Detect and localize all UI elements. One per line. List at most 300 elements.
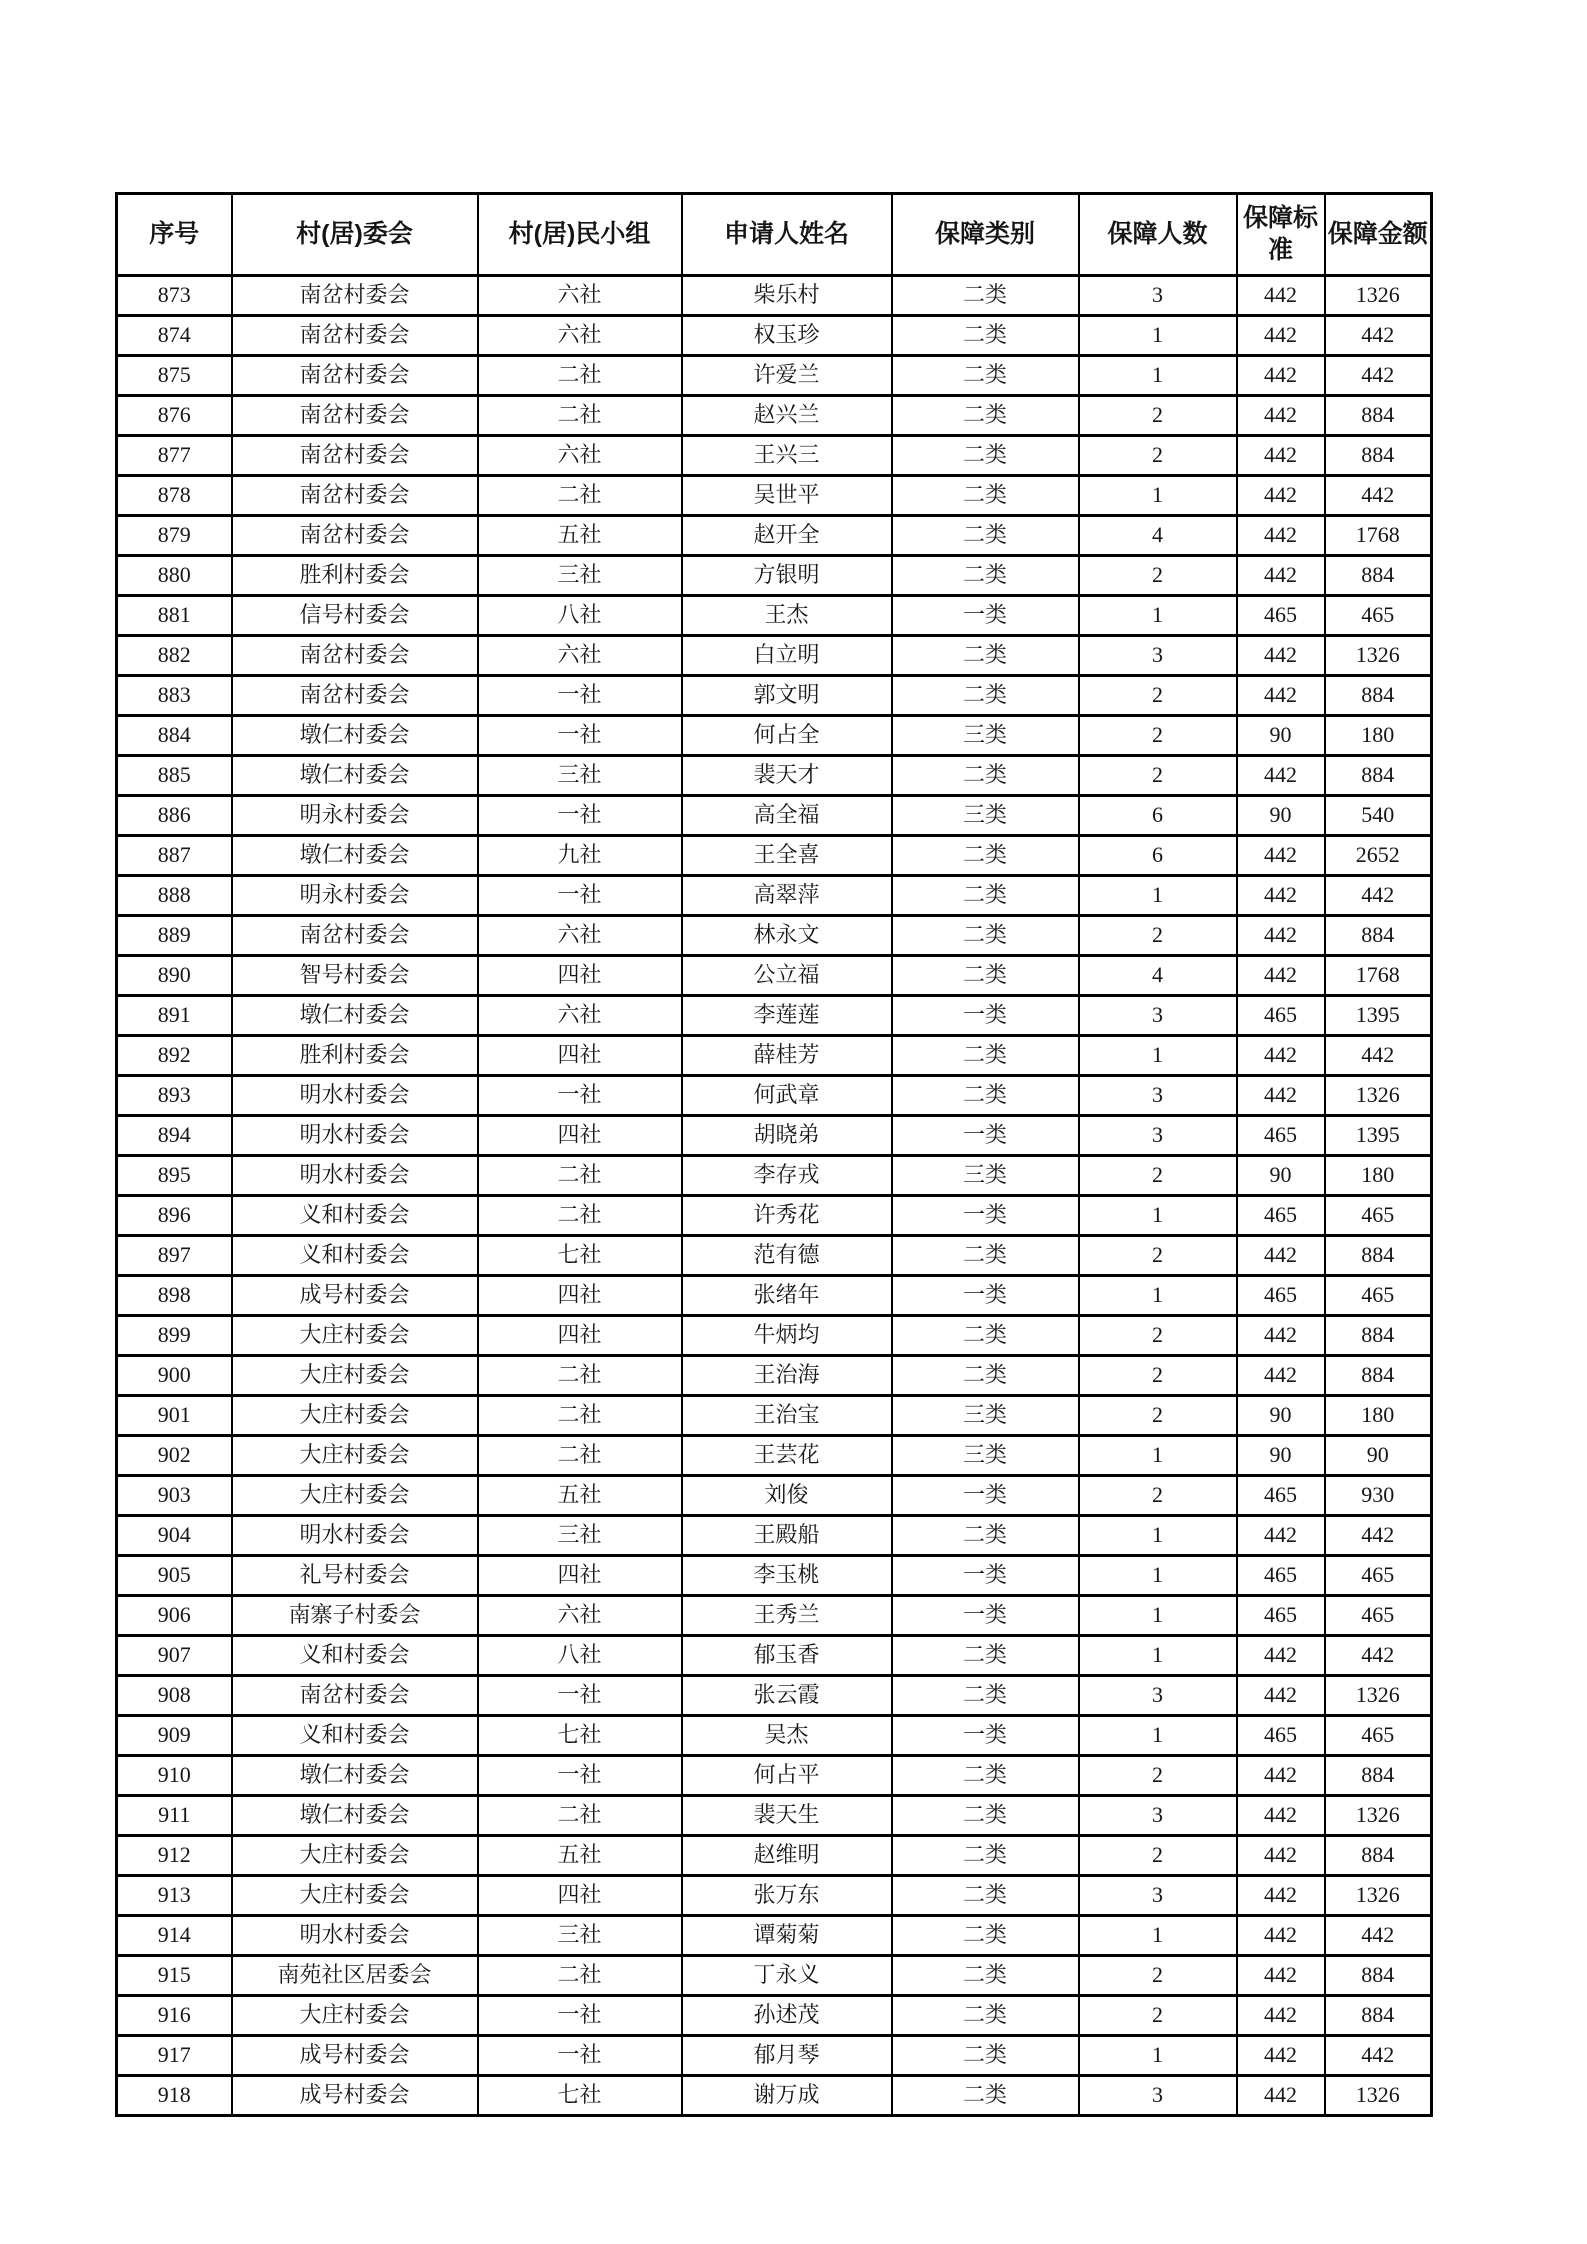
- cell-standard: 442: [1237, 916, 1325, 956]
- cell-group: 二社: [478, 1956, 682, 1996]
- cell-amount: 442: [1325, 1916, 1432, 1956]
- cell-category: 一类: [892, 1276, 1079, 1316]
- cell-amount: 2652: [1325, 836, 1432, 876]
- cell-standard: 442: [1237, 356, 1325, 396]
- table-row: [117, 1196, 1432, 1236]
- cell-standard: 442: [1237, 756, 1325, 796]
- cell-standard: 442: [1237, 396, 1325, 436]
- table-row: [117, 1876, 1432, 1916]
- cell-amount: 1326: [1325, 276, 1432, 316]
- cell-persons: 1: [1079, 1636, 1237, 1676]
- cell-committee: 成号村委会: [232, 2036, 478, 2076]
- cell-group: 二社: [478, 1396, 682, 1436]
- cell-category: 二类: [892, 556, 1079, 596]
- cell-serial: 892: [117, 1036, 232, 1076]
- cell-serial: 876: [117, 396, 232, 436]
- cell-committee: 义和村委会: [232, 1236, 478, 1276]
- cell-group: 一社: [478, 2036, 682, 2076]
- cell-amount: 90: [1325, 1436, 1432, 1476]
- cell-serial: 893: [117, 1076, 232, 1116]
- cell-serial: 911: [117, 1796, 232, 1836]
- cell-committee: 墩仁村委会: [232, 1756, 478, 1796]
- cell-serial: 908: [117, 1676, 232, 1716]
- cell-persons: 2: [1079, 1156, 1237, 1196]
- cell-committee: 胜利村委会: [232, 556, 478, 596]
- cell-category: 二类: [892, 356, 1079, 396]
- cell-standard: 442: [1237, 1996, 1325, 2036]
- cell-applicant-name: 柴乐村: [682, 276, 892, 316]
- cell-amount: 884: [1325, 756, 1432, 796]
- header-cell-category: 保障类别: [892, 194, 1079, 276]
- cell-applicant-name: 吴杰: [682, 1716, 892, 1756]
- cell-committee: 南岔村委会: [232, 916, 478, 956]
- cell-committee: 大庄村委会: [232, 1436, 478, 1476]
- cell-amount: 442: [1325, 1516, 1432, 1556]
- cell-category: 二类: [892, 876, 1079, 916]
- cell-persons: 3: [1079, 1876, 1237, 1916]
- cell-persons: 2: [1079, 1236, 1237, 1276]
- cell-amount: 1326: [1325, 1076, 1432, 1116]
- table-row: [117, 1036, 1432, 1076]
- cell-persons: 3: [1079, 276, 1237, 316]
- cell-standard: 90: [1237, 1436, 1325, 1476]
- cell-persons: 3: [1079, 1076, 1237, 1116]
- cell-standard: 465: [1237, 1276, 1325, 1316]
- table-row: [117, 1796, 1432, 1836]
- table-row: [117, 1236, 1432, 1276]
- cell-persons: 3: [1079, 1116, 1237, 1156]
- cell-applicant-name: 赵兴兰: [682, 396, 892, 436]
- cell-category: 三类: [892, 796, 1079, 836]
- cell-category: 二类: [892, 1356, 1079, 1396]
- cell-group: 六社: [478, 316, 682, 356]
- cell-persons: 1: [1079, 596, 1237, 636]
- cell-amount: 1326: [1325, 2076, 1432, 2116]
- cell-persons: 1: [1079, 1916, 1237, 1956]
- cell-category: 一类: [892, 596, 1079, 636]
- table-row: [117, 756, 1432, 796]
- cell-standard: 442: [1237, 956, 1325, 996]
- cell-serial: 898: [117, 1276, 232, 1316]
- cell-committee: 南岔村委会: [232, 396, 478, 436]
- cell-committee: 明永村委会: [232, 876, 478, 916]
- table-row: [117, 636, 1432, 676]
- cell-applicant-name: 郁玉香: [682, 1636, 892, 1676]
- cell-group: 四社: [478, 1116, 682, 1156]
- cell-amount: 884: [1325, 1956, 1432, 1996]
- cell-committee: 大庄村委会: [232, 1316, 478, 1356]
- cell-committee: 墩仁村委会: [232, 836, 478, 876]
- cell-committee: 信号村委会: [232, 596, 478, 636]
- cell-standard: 442: [1237, 1756, 1325, 1796]
- cell-standard: 465: [1237, 996, 1325, 1036]
- cell-category: 二类: [892, 1516, 1079, 1556]
- cell-group: 六社: [478, 636, 682, 676]
- cell-standard: 442: [1237, 1676, 1325, 1716]
- table-row: [117, 276, 1432, 316]
- cell-applicant-name: 王杰: [682, 596, 892, 636]
- cell-group: 五社: [478, 1836, 682, 1876]
- cell-standard: 442: [1237, 1836, 1325, 1876]
- cell-category: 一类: [892, 1196, 1079, 1236]
- cell-category: 一类: [892, 1596, 1079, 1636]
- cell-committee: 大庄村委会: [232, 1876, 478, 1916]
- cell-standard: 442: [1237, 1956, 1325, 1996]
- cell-group: 八社: [478, 1636, 682, 1676]
- cell-group: 二社: [478, 1796, 682, 1836]
- cell-amount: 884: [1325, 1836, 1432, 1876]
- cell-applicant-name: 张万东: [682, 1876, 892, 1916]
- cell-serial: 877: [117, 436, 232, 476]
- cell-amount: 465: [1325, 1276, 1432, 1316]
- cell-standard: 442: [1237, 316, 1325, 356]
- cell-committee: 胜利村委会: [232, 1036, 478, 1076]
- table-body: [117, 276, 1432, 2116]
- header-cell-serial: 序号: [117, 194, 232, 276]
- cell-applicant-name: 赵开全: [682, 516, 892, 556]
- cell-group: 四社: [478, 1276, 682, 1316]
- cell-group: 三社: [478, 556, 682, 596]
- cell-standard: 442: [1237, 1636, 1325, 1676]
- cell-category: 二类: [892, 1036, 1079, 1076]
- cell-standard: 465: [1237, 1716, 1325, 1756]
- cell-amount: 442: [1325, 316, 1432, 356]
- cell-category: 二类: [892, 2076, 1079, 2116]
- cell-applicant-name: 高全福: [682, 796, 892, 836]
- cell-group: 一社: [478, 1676, 682, 1716]
- cell-standard: 442: [1237, 276, 1325, 316]
- cell-persons: 2: [1079, 1996, 1237, 2036]
- cell-category: 二类: [892, 1876, 1079, 1916]
- cell-persons: 1: [1079, 1196, 1237, 1236]
- table-row: [117, 1956, 1432, 1996]
- cell-serial: 888: [117, 876, 232, 916]
- cell-amount: 884: [1325, 1236, 1432, 1276]
- cell-amount: 1768: [1325, 956, 1432, 996]
- cell-standard: 442: [1237, 476, 1325, 516]
- cell-persons: 1: [1079, 876, 1237, 916]
- cell-committee: 南苑社区居委会: [232, 1956, 478, 1996]
- cell-persons: 1: [1079, 1716, 1237, 1756]
- cell-serial: 896: [117, 1196, 232, 1236]
- cell-serial: 891: [117, 996, 232, 1036]
- cell-persons: 1: [1079, 476, 1237, 516]
- cell-applicant-name: 许秀花: [682, 1196, 892, 1236]
- table-row: [117, 356, 1432, 396]
- cell-serial: 907: [117, 1636, 232, 1676]
- cell-group: 二社: [478, 476, 682, 516]
- cell-standard: 442: [1237, 1916, 1325, 1956]
- table-row: [117, 1276, 1432, 1316]
- cell-serial: 884: [117, 716, 232, 756]
- cell-amount: 1326: [1325, 636, 1432, 676]
- cell-standard: 442: [1237, 836, 1325, 876]
- cell-category: 二类: [892, 1836, 1079, 1876]
- cell-applicant-name: 张云霞: [682, 1676, 892, 1716]
- cell-group: 六社: [478, 996, 682, 1036]
- cell-committee: 明永村委会: [232, 796, 478, 836]
- cell-persons: 2: [1079, 756, 1237, 796]
- cell-serial: 918: [117, 2076, 232, 2116]
- cell-applicant-name: 刘俊: [682, 1476, 892, 1516]
- cell-committee: 南岔村委会: [232, 436, 478, 476]
- cell-category: 一类: [892, 1116, 1079, 1156]
- cell-group: 七社: [478, 1716, 682, 1756]
- table-row: [117, 2076, 1432, 2116]
- cell-committee: 义和村委会: [232, 1636, 478, 1676]
- table-row: [117, 1916, 1432, 1956]
- cell-persons: 2: [1079, 716, 1237, 756]
- cell-amount: 1395: [1325, 1116, 1432, 1156]
- table-row: [117, 1436, 1432, 1476]
- cell-group: 七社: [478, 1236, 682, 1276]
- cell-committee: 墩仁村委会: [232, 996, 478, 1036]
- cell-committee: 大庄村委会: [232, 1836, 478, 1876]
- cell-persons: 2: [1079, 1956, 1237, 1996]
- cell-category: 二类: [892, 1236, 1079, 1276]
- cell-serial: 906: [117, 1596, 232, 1636]
- table-row: [117, 1396, 1432, 1436]
- table-row: [117, 1756, 1432, 1796]
- cell-amount: 465: [1325, 1596, 1432, 1636]
- cell-persons: 2: [1079, 916, 1237, 956]
- cell-standard: 442: [1237, 1356, 1325, 1396]
- cell-applicant-name: 王秀兰: [682, 1596, 892, 1636]
- cell-applicant-name: 李存戎: [682, 1156, 892, 1196]
- cell-applicant-name: 孙述茂: [682, 1996, 892, 2036]
- cell-standard: 90: [1237, 796, 1325, 836]
- cell-standard: 465: [1237, 1116, 1325, 1156]
- cell-serial: 873: [117, 276, 232, 316]
- header-cell-persons: 保障人数: [1079, 194, 1237, 276]
- cell-category: 二类: [892, 436, 1079, 476]
- cell-applicant-name: 王治海: [682, 1356, 892, 1396]
- cell-group: 五社: [478, 516, 682, 556]
- cell-group: 六社: [478, 276, 682, 316]
- cell-amount: 930: [1325, 1476, 1432, 1516]
- cell-category: 二类: [892, 956, 1079, 996]
- cell-category: 二类: [892, 1996, 1079, 2036]
- cell-committee: 大庄村委会: [232, 1476, 478, 1516]
- cell-standard: 442: [1237, 1036, 1325, 1076]
- cell-amount: 884: [1325, 1996, 1432, 2036]
- cell-persons: 1: [1079, 1436, 1237, 1476]
- cell-committee: 南岔村委会: [232, 516, 478, 556]
- cell-serial: 880: [117, 556, 232, 596]
- cell-category: 二类: [892, 1796, 1079, 1836]
- cell-standard: 442: [1237, 436, 1325, 476]
- cell-persons: 1: [1079, 1276, 1237, 1316]
- cell-applicant-name: 王治宝: [682, 1396, 892, 1436]
- cell-applicant-name: 李玉桃: [682, 1556, 892, 1596]
- cell-committee: 南岔村委会: [232, 1676, 478, 1716]
- cell-applicant-name: 许爱兰: [682, 356, 892, 396]
- cell-committee: 大庄村委会: [232, 1356, 478, 1396]
- cell-persons: 2: [1079, 436, 1237, 476]
- table-row: [117, 876, 1432, 916]
- cell-persons: 3: [1079, 996, 1237, 1036]
- cell-amount: 442: [1325, 2036, 1432, 2076]
- cell-serial: 916: [117, 1996, 232, 2036]
- cell-applicant-name: 吴世平: [682, 476, 892, 516]
- cell-persons: 2: [1079, 1356, 1237, 1396]
- cell-group: 三社: [478, 756, 682, 796]
- cell-serial: 879: [117, 516, 232, 556]
- cell-group: 一社: [478, 676, 682, 716]
- cell-group: 四社: [478, 956, 682, 996]
- cell-persons: 2: [1079, 676, 1237, 716]
- cell-amount: 884: [1325, 556, 1432, 596]
- cell-persons: 2: [1079, 1756, 1237, 1796]
- table-row: [117, 1356, 1432, 1396]
- cell-group: 一社: [478, 796, 682, 836]
- cell-standard: 442: [1237, 676, 1325, 716]
- cell-applicant-name: 王兴三: [682, 436, 892, 476]
- cell-applicant-name: 高翠萍: [682, 876, 892, 916]
- table-row: [117, 1316, 1432, 1356]
- cell-group: 六社: [478, 916, 682, 956]
- cell-amount: 180: [1325, 1156, 1432, 1196]
- cell-standard: 442: [1237, 1516, 1325, 1556]
- cell-serial: 883: [117, 676, 232, 716]
- cell-group: 三社: [478, 1516, 682, 1556]
- cell-standard: 90: [1237, 716, 1325, 756]
- cell-applicant-name: 李莲莲: [682, 996, 892, 1036]
- table-row: [117, 396, 1432, 436]
- cell-applicant-name: 胡晓弟: [682, 1116, 892, 1156]
- cell-category: 二类: [892, 276, 1079, 316]
- cell-serial: 917: [117, 2036, 232, 2076]
- cell-serial: 902: [117, 1436, 232, 1476]
- table-row: [117, 1636, 1432, 1676]
- cell-persons: 3: [1079, 636, 1237, 676]
- cell-applicant-name: 王殿船: [682, 1516, 892, 1556]
- cell-amount: 465: [1325, 596, 1432, 636]
- cell-committee: 墩仁村委会: [232, 756, 478, 796]
- cell-standard: 465: [1237, 1196, 1325, 1236]
- cell-category: 二类: [892, 1756, 1079, 1796]
- cell-persons: 6: [1079, 796, 1237, 836]
- table-row: [117, 2036, 1432, 2076]
- cell-applicant-name: 赵维明: [682, 1836, 892, 1876]
- cell-committee: 成号村委会: [232, 2076, 478, 2116]
- cell-serial: 881: [117, 596, 232, 636]
- cell-group: 四社: [478, 1556, 682, 1596]
- cell-persons: 1: [1079, 1556, 1237, 1596]
- cell-applicant-name: 谢万成: [682, 2076, 892, 2116]
- cell-serial: 882: [117, 636, 232, 676]
- cell-applicant-name: 何占平: [682, 1756, 892, 1796]
- cell-serial: 874: [117, 316, 232, 356]
- table-row: [117, 1116, 1432, 1156]
- cell-persons: 6: [1079, 836, 1237, 876]
- cell-standard: 442: [1237, 1316, 1325, 1356]
- cell-applicant-name: 何武章: [682, 1076, 892, 1116]
- table-row: [117, 1516, 1432, 1556]
- cell-amount: 442: [1325, 1036, 1432, 1076]
- cell-category: 三类: [892, 1156, 1079, 1196]
- table-row: [117, 956, 1432, 996]
- cell-applicant-name: 裴天生: [682, 1796, 892, 1836]
- table-row: [117, 1596, 1432, 1636]
- cell-serial: 895: [117, 1156, 232, 1196]
- cell-applicant-name: 王全喜: [682, 836, 892, 876]
- table-row: [117, 516, 1432, 556]
- benefit-table: [115, 192, 1433, 2117]
- cell-applicant-name: 谭菊菊: [682, 1916, 892, 1956]
- cell-amount: 180: [1325, 1396, 1432, 1436]
- cell-standard: 442: [1237, 516, 1325, 556]
- table-row: [117, 916, 1432, 956]
- cell-committee: 大庄村委会: [232, 1396, 478, 1436]
- cell-amount: 1326: [1325, 1876, 1432, 1916]
- cell-group: 二社: [478, 1436, 682, 1476]
- cell-serial: 889: [117, 916, 232, 956]
- cell-committee: 南岔村委会: [232, 676, 478, 716]
- table-row: [117, 1476, 1432, 1516]
- cell-committee: 南岔村委会: [232, 476, 478, 516]
- cell-amount: 180: [1325, 716, 1432, 756]
- cell-amount: 884: [1325, 916, 1432, 956]
- header-cell-amount: 保障金额: [1325, 194, 1432, 276]
- cell-serial: 904: [117, 1516, 232, 1556]
- cell-standard: 442: [1237, 636, 1325, 676]
- cell-persons: 1: [1079, 1036, 1237, 1076]
- cell-standard: 442: [1237, 1236, 1325, 1276]
- cell-committee: 南岔村委会: [232, 636, 478, 676]
- cell-group: 二社: [478, 356, 682, 396]
- table-row: [117, 1076, 1432, 1116]
- cell-amount: 884: [1325, 1756, 1432, 1796]
- cell-category: 一类: [892, 996, 1079, 1036]
- cell-persons: 3: [1079, 1796, 1237, 1836]
- cell-amount: 884: [1325, 396, 1432, 436]
- cell-serial: 901: [117, 1396, 232, 1436]
- cell-standard: 442: [1237, 876, 1325, 916]
- cell-group: 六社: [478, 1596, 682, 1636]
- cell-applicant-name: 裴天才: [682, 756, 892, 796]
- cell-committee: 南寨子村委会: [232, 1596, 478, 1636]
- cell-group: 九社: [478, 836, 682, 876]
- cell-amount: 442: [1325, 476, 1432, 516]
- cell-amount: 1395: [1325, 996, 1432, 1036]
- cell-category: 三类: [892, 1436, 1079, 1476]
- cell-amount: 884: [1325, 436, 1432, 476]
- header-cell-group: 村(居)民小组: [478, 194, 682, 276]
- cell-category: 二类: [892, 476, 1079, 516]
- cell-serial: 903: [117, 1476, 232, 1516]
- cell-group: 一社: [478, 1756, 682, 1796]
- cell-amount: 884: [1325, 676, 1432, 716]
- cell-committee: 南岔村委会: [232, 356, 478, 396]
- cell-category: 二类: [892, 316, 1079, 356]
- cell-category: 二类: [892, 1076, 1079, 1116]
- table-row: [117, 1556, 1432, 1596]
- cell-amount: 442: [1325, 876, 1432, 916]
- table-row: [117, 1676, 1432, 1716]
- cell-persons: 1: [1079, 316, 1237, 356]
- table-row: [117, 596, 1432, 636]
- header-cell-committee: 村(居)委会: [232, 194, 478, 276]
- cell-persons: 1: [1079, 356, 1237, 396]
- cell-amount: 1326: [1325, 1676, 1432, 1716]
- cell-persons: 2: [1079, 1396, 1237, 1436]
- cell-persons: 4: [1079, 956, 1237, 996]
- cell-standard: 442: [1237, 1876, 1325, 1916]
- table-row: [117, 556, 1432, 596]
- cell-group: 四社: [478, 1316, 682, 1356]
- cell-persons: 3: [1079, 2076, 1237, 2116]
